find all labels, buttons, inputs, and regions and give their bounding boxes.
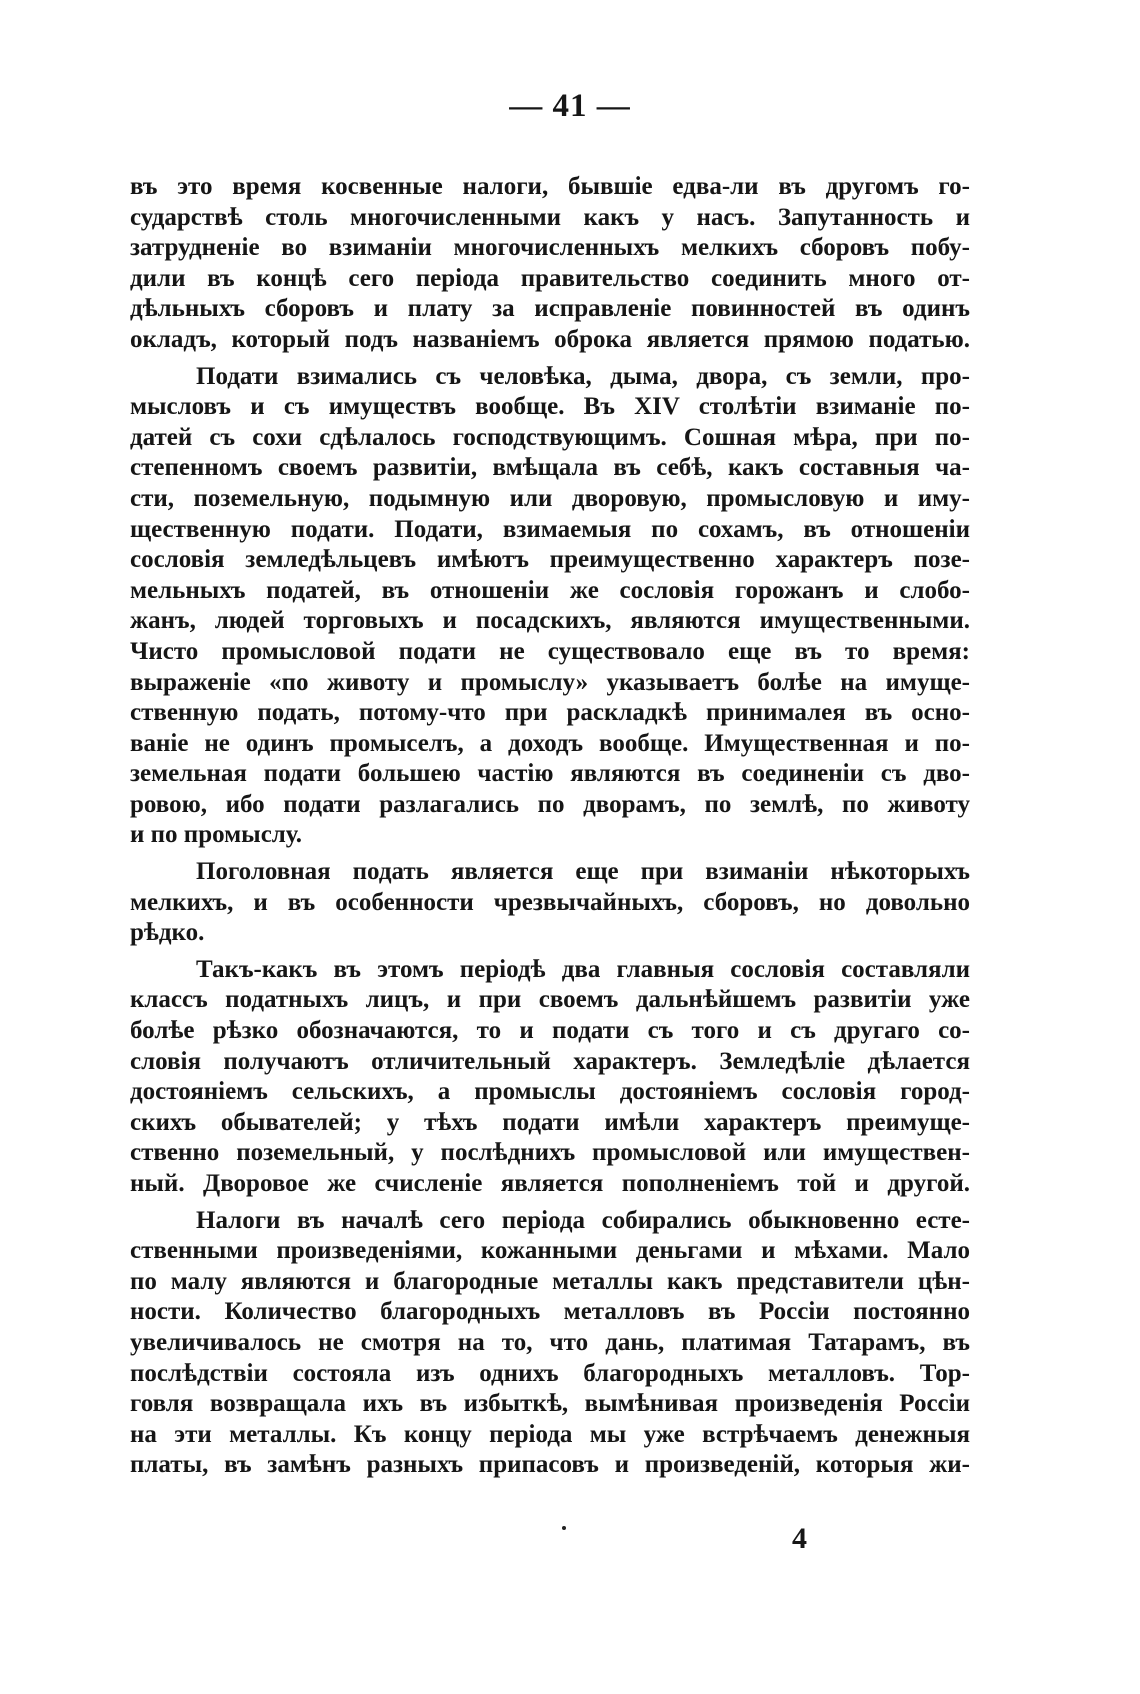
text-line: ровою, ибо подати разлагались по дворамъ, по землѣ, по животу	[130, 790, 970, 818]
text-line: послѣдствіи состояла изъ однихъ благородныхъ металловъ. Тор-	[130, 1359, 970, 1387]
paragraph-start-line: Налоги въ началѣ сего періода собирались обыкновенно есте-	[196, 1206, 970, 1234]
text-line: Чисто промысловой подати не существовало еще въ то время:	[130, 637, 970, 665]
text-line: скихъ обывателей; у тѣхъ подати имѣли характеръ преимуще-	[130, 1108, 970, 1136]
text-line: выраженіе «по животу и промыслу» указываетъ болѣе на имуще-	[130, 668, 970, 696]
text-line: ный. Дворовое же счисленіе является пополненіемъ той и другой.	[130, 1170, 970, 1197]
paragraph-start-line: Поголовная подать является еще при взиманіи нѣкоторыхъ	[196, 858, 970, 886]
text-line: въ это время косвенные налоги, бывшіе едва-ли въ другомъ го-	[130, 173, 970, 200]
text-line: дѣльныхъ сборовъ и плату за исправленіе повинностей въ одинъ	[130, 295, 970, 323]
signature-mark: 4	[792, 1522, 807, 1555]
print-speck	[562, 1526, 566, 1530]
text-line: платы, въ замѣнъ разныхъ припасовъ и произведеній, которыя жи-	[130, 1451, 970, 1479]
text-line: рѣдко.	[130, 919, 205, 947]
page-number: — 41 —	[509, 88, 631, 124]
text-line: сударствѣ столь многочисленными какъ у насъ. Запутанность и	[130, 203, 970, 231]
text-line: ственными произведеніями, кожанными деньгами и мѣхами. Мало	[130, 1237, 970, 1265]
text-line: степенномъ своемъ развитіи, вмѣщала въ себѣ, какъ составныя ча-	[130, 454, 970, 482]
text-line: словія получаютъ отличительный характеръ. Земледѣліе дѣлается	[130, 1047, 970, 1075]
text-line: и по промыслу.	[130, 821, 303, 849]
text-line: классъ податныхъ лицъ, и при своемъ дальнѣйшемъ развитіи уже	[130, 986, 970, 1014]
text-line: мысловъ и съ имуществъ вообще. Въ XIV столѣтіи взиманіе по-	[130, 393, 970, 421]
text-line: по малу являются и благородные металлы какъ представители цѣн-	[130, 1267, 970, 1295]
text-line: ваніе не одинъ промыселъ, а доходъ вообще. Имущественная и по-	[130, 729, 970, 757]
text-line: щественную подати. Подати, взимаемыя по сохамъ, въ отношеніи	[130, 515, 970, 543]
text-line: жанъ, людей торговыхъ и посадскихъ, являются имущественными.	[130, 607, 970, 635]
paragraph-start-line: Такъ-какъ въ этомъ періодѣ два главныя сословія составляли	[196, 955, 970, 983]
text-line: ственно поземельный, у послѣднихъ промысловой или имуществен-	[130, 1139, 970, 1167]
paragraph-start-line: Подати взимались съ человѣка, дыма, двора, съ земли, про-	[196, 362, 970, 390]
text-line: ственную подать, потому-что при раскладкѣ принималея въ осно-	[130, 699, 970, 727]
text-line: окладъ, который подъ названіемъ оброка является прямою податью.	[130, 325, 970, 353]
text-line: сословія земледѣльцевъ имѣютъ преимущественно характеръ позе-	[130, 546, 970, 574]
text-line: достояніемъ сельскихъ, а промыслы достояніемъ сословія город-	[130, 1078, 970, 1106]
text-line: болѣе рѣзко обозначаются, то и подати съ того и съ другаго со-	[130, 1017, 970, 1045]
text-line: дили въ концѣ сего періода правительство соединить много от-	[130, 264, 970, 292]
text-line: затрудненіе во взиманіи многочисленныхъ мелкихъ сборовъ побу-	[130, 234, 970, 262]
text-line: на эти металлы. Къ концу періода мы уже встрѣчаемъ денежныя	[130, 1420, 970, 1448]
text-line: земельная подати большею частію являются въ соединеніи съ дво-	[130, 760, 970, 788]
text-line: датей съ сохи сдѣлалось господствующимъ. Сошная мѣра, при по-	[130, 423, 970, 451]
text-line: сти, поземельную, подымную или дворовую, промысловую и иму-	[130, 484, 970, 512]
text-line: увеличивалось не смотря на то, что дань, платимая Татарамъ, въ	[130, 1328, 970, 1356]
text-line: мелкихъ, и въ особенности чрезвычайныхъ, сборовъ, но довольно	[130, 888, 970, 916]
text-line: говля возвращала ихъ въ избыткѣ, вымѣнивая произведенія Россіи	[130, 1390, 970, 1418]
text-line: ности. Количество благородныхъ металловъ въ Россіи постоянно	[130, 1298, 970, 1326]
body-text	[130, 172, 970, 1481]
text-line: мельныхъ податей, въ отношеніи же сословія горожанъ и слобо-	[130, 576, 970, 604]
